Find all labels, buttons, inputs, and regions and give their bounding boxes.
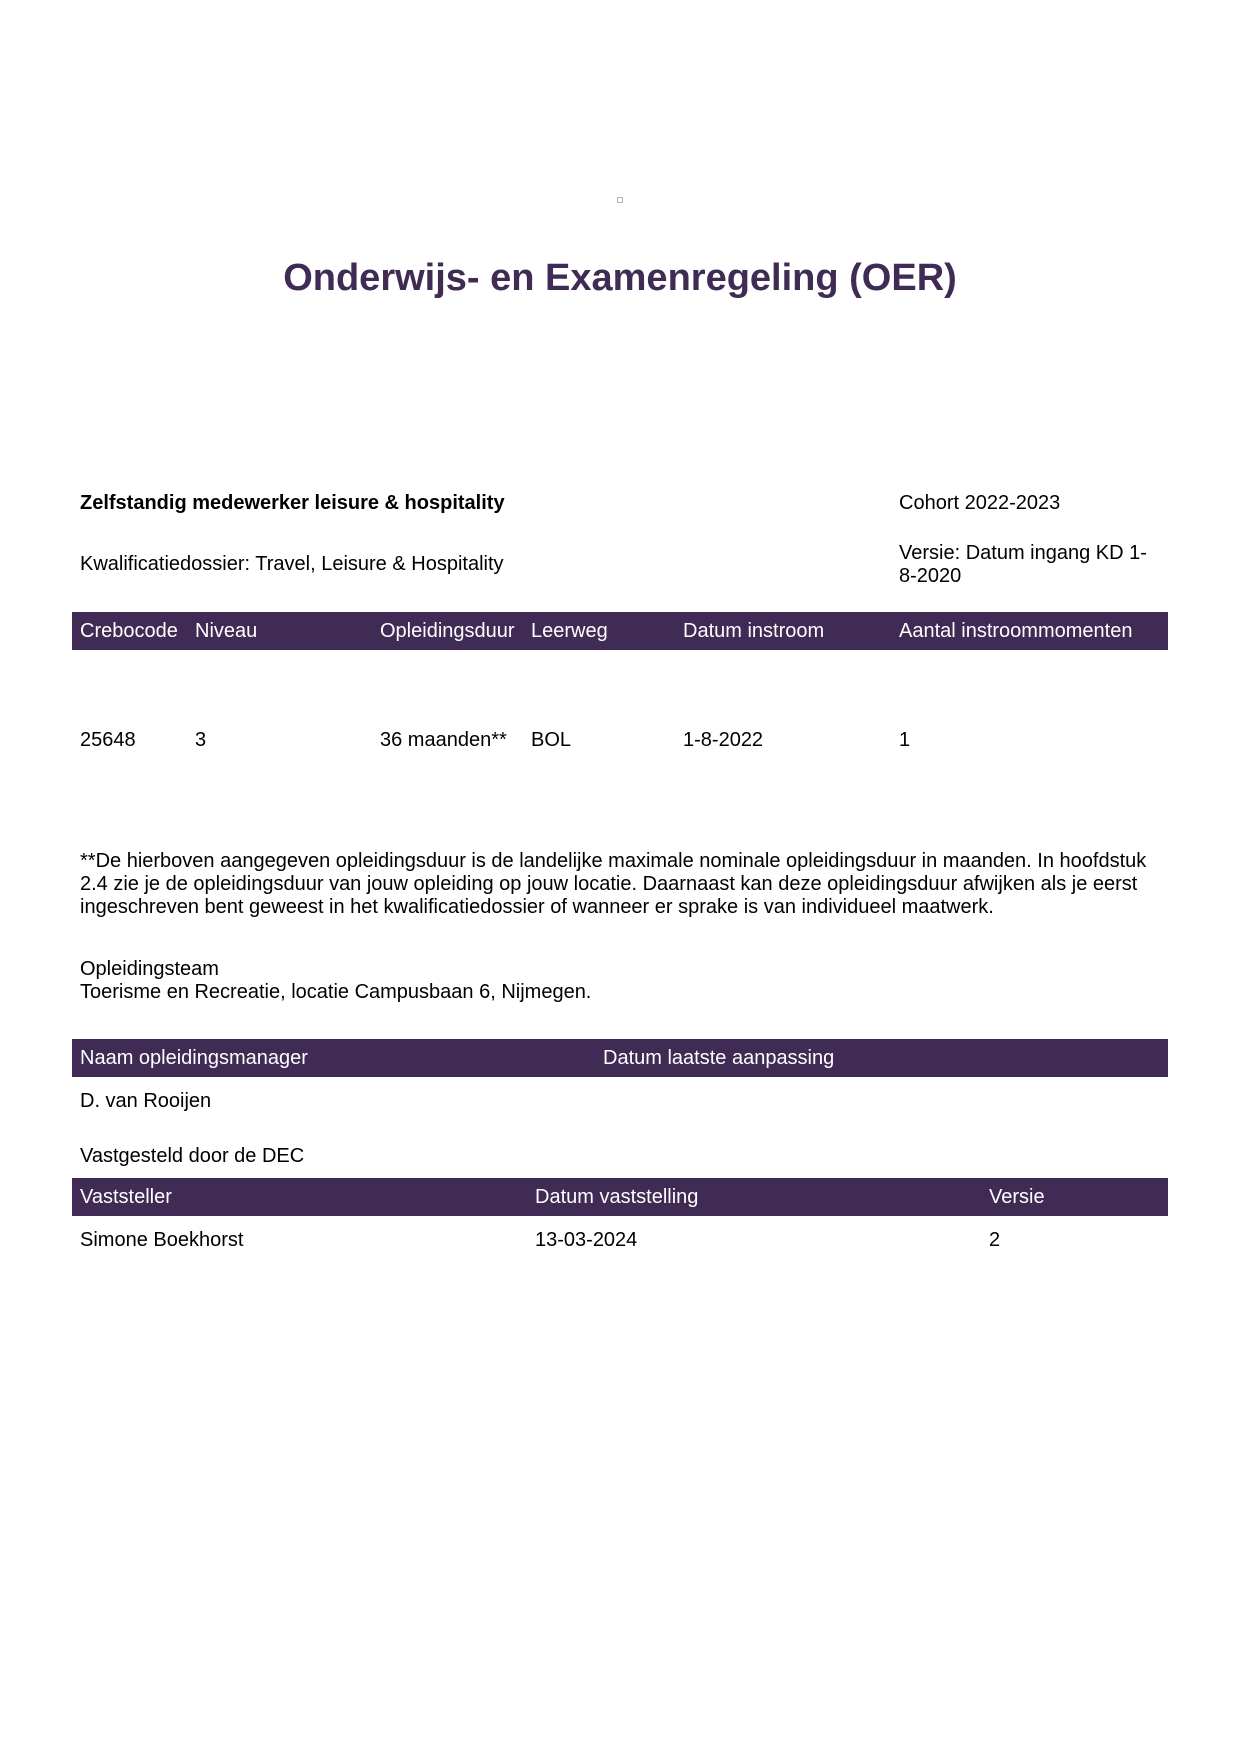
team-label: Opleidingsteam [80, 958, 219, 980]
version-line-2: 8-2020 [899, 565, 962, 587]
header-versie: Versie [989, 1186, 1045, 1208]
cell-datum-vaststelling: 13-03-2024 [535, 1229, 638, 1251]
team-description: Toerisme en Recreatie, locatie Campusbaan 6, Nijmegen. [80, 981, 592, 1003]
table-row [72, 725, 1168, 755]
approval-table-header [72, 1178, 1168, 1216]
header-datum-vaststelling: Datum vaststelling [535, 1186, 699, 1208]
page-title: Onderwijs- en Examenregeling (OER) [283, 257, 957, 299]
header-datum-instroom: Datum instroom [683, 620, 825, 642]
approval-label: Vastgesteld door de DEC [80, 1145, 305, 1167]
cell-datum-instroom: 1-8-2022 [683, 729, 764, 751]
header-niveau: Niveau [195, 620, 258, 642]
version-line-1: Versie: Datum ingang KD 1- [899, 542, 1147, 564]
cell-manager-name: D. van Rooijen [80, 1090, 212, 1112]
cell-leerweg: BOL [531, 729, 572, 751]
program-table-header [72, 612, 1168, 650]
cell-vaststeller: Simone Boekhorst [80, 1229, 244, 1251]
cell-aantal-instroommomenten: 1 [899, 729, 911, 751]
header-datum-laatste-aanpassing: Datum laatste aanpassing [603, 1047, 835, 1069]
cell-niveau: 3 [195, 729, 207, 751]
cell-opleidingsduur: 36 maanden** [380, 729, 507, 751]
qualification-dossier: Kwalificatiedossier: Travel, Leisure & Hospitality [80, 553, 504, 575]
header-aantal-instroommomenten: Aantal instroommomenten [899, 620, 1133, 642]
footnote: **De hierboven aangegeven opleidingsduur is de landelijke maximale nominale opleidingsduur in maanden. In hoofdstuk 2.4 zie je de opleidingsduur van jouw opleiding op jouw locatie. Daarnaast kan deze opleidingsduur afwijken als je eerst ingeschreven bent geweest in het kwalificatiedossier of wanneer er sprake is van individueel maatwerk. [80, 850, 1147, 918]
manager-table-header [72, 1039, 1168, 1077]
table-row [72, 1086, 1168, 1116]
header-opleidingsduur: Opleidingsduur [380, 620, 515, 642]
table-row [72, 1225, 1168, 1255]
header-crebocode: Crebocode [80, 620, 178, 642]
cohort-label: Cohort 2022-2023 [899, 492, 1061, 514]
header-naam-opleidingsmanager: Naam opleidingsmanager [80, 1047, 308, 1069]
cell-versie: 2 [989, 1229, 1001, 1251]
header-leerweg: Leerweg [531, 620, 608, 642]
program-name: Zelfstandig medewerker leisure & hospitality [80, 492, 505, 514]
header-vaststeller: Vaststeller [80, 1186, 172, 1208]
logo-placeholder-icon [617, 197, 623, 203]
cell-crebocode: 25648 [80, 729, 136, 751]
